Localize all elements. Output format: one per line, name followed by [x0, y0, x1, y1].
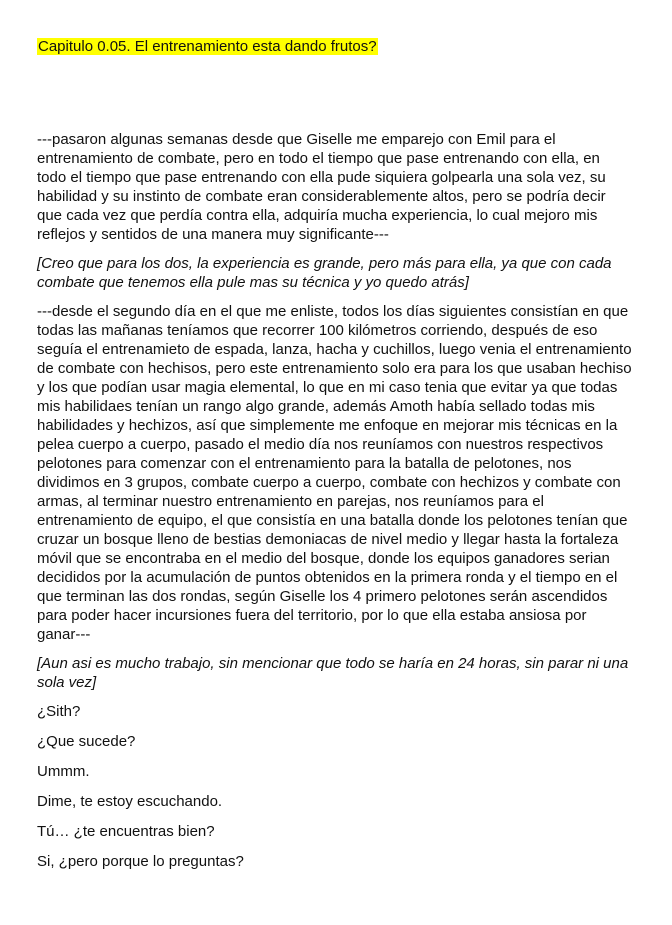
chapter-title-text: Capitulo 0.05. El entrenamiento esta dando frutos?	[38, 38, 377, 55]
chapter-title	[37, 37, 378, 56]
document-body	[37, 130, 633, 882]
thought-paragraph: [Aun asi es mucho trabajo, sin mencionar que todo se haría en 24 horas, sin parar ni una sola vez]	[37, 655, 629, 691]
dialogue-line: Ummm.	[37, 763, 90, 780]
dialogue-line: Tú… ¿te encuentras bien?	[37, 823, 215, 840]
dialogue-line: ¿Sith?	[37, 703, 81, 720]
narration-paragraph: ---pasaron algunas semanas desde que Giselle me emparejo con Emil para el entrenamiento de combate, pero en todo el tiempo que pase entrenando con ella, en todo el tiempo que pase entrenando con ella pude siquiera golpearla una sola vez, su habilidad y su instinto de combate eran considerablemente altos, pero se podría decir que cada vez que perdía contra ella, adquiría mucha experiencia, lo cual mejoro mis reflejos y sentidos de una manera muy significante---	[37, 131, 606, 243]
narration-paragraph: ---desde el segundo día en el que me enliste, todos los días siguientes consistían en que todas las mañanas teníamos que recorrer 100 kilómetros corriendo, después de eso seguía el entrenamieto de espada, lanza, hacha y cuchillos, luego venia el entrenamiento de combate con hechisos, pero este entrenamiento solo era para los que usaban hechiso y los que podían usar magia elemental, lo que en mi caso tenia que evitar ya que todas mis habilidaes tenían un rango algo grande, además Amoth había sellado todas mis habilidades y hechizos, así que simplemente me enfoque en mejorar mis técnicas en la pelea cuerpo a cuerpo, pasado el medio día nos reuníamos con nuestros respectivos pelotones para comenzar con el entrenamiento para la batalla de pelotones, nos dividimos en 3 grupos, combate cuerpo a cuerpo, combate con hechizos y combate con armas, al terminar nuestro entrenamiento en parejas, nos reuníamos para el entrenamiento de equipo, el que consistía en una batalla donde los pelotones tenían que cruzar un bosque lleno de bestias demoniacas de nivel medio y llegar hasta la fortaleza móvil que se encontraba en el medio del bosque, donde los equipos ganadores serian decididos por la acumulación de puntos obtenidos en la primera ronda y el tiempo en el que terminan las dos rondas, según Giselle los 4 primero pelotones serán ascendidos para poder hacer incursiones fuera del territorio, por lo que ella estaba ansiosa por ganar---	[37, 303, 632, 643]
dialogue-line: Si, ¿pero porque lo preguntas?	[37, 853, 244, 870]
thought-paragraph: [Creo que para los dos, la experiencia es grande, pero más para ella, ya que con cada combate que tenemos ella pule mas su técnica y yo quedo atrás]	[37, 255, 612, 291]
dialogue-line: Dime, te estoy escuchando.	[37, 793, 223, 810]
dialogue-line: ¿Que sucede?	[37, 733, 136, 750]
